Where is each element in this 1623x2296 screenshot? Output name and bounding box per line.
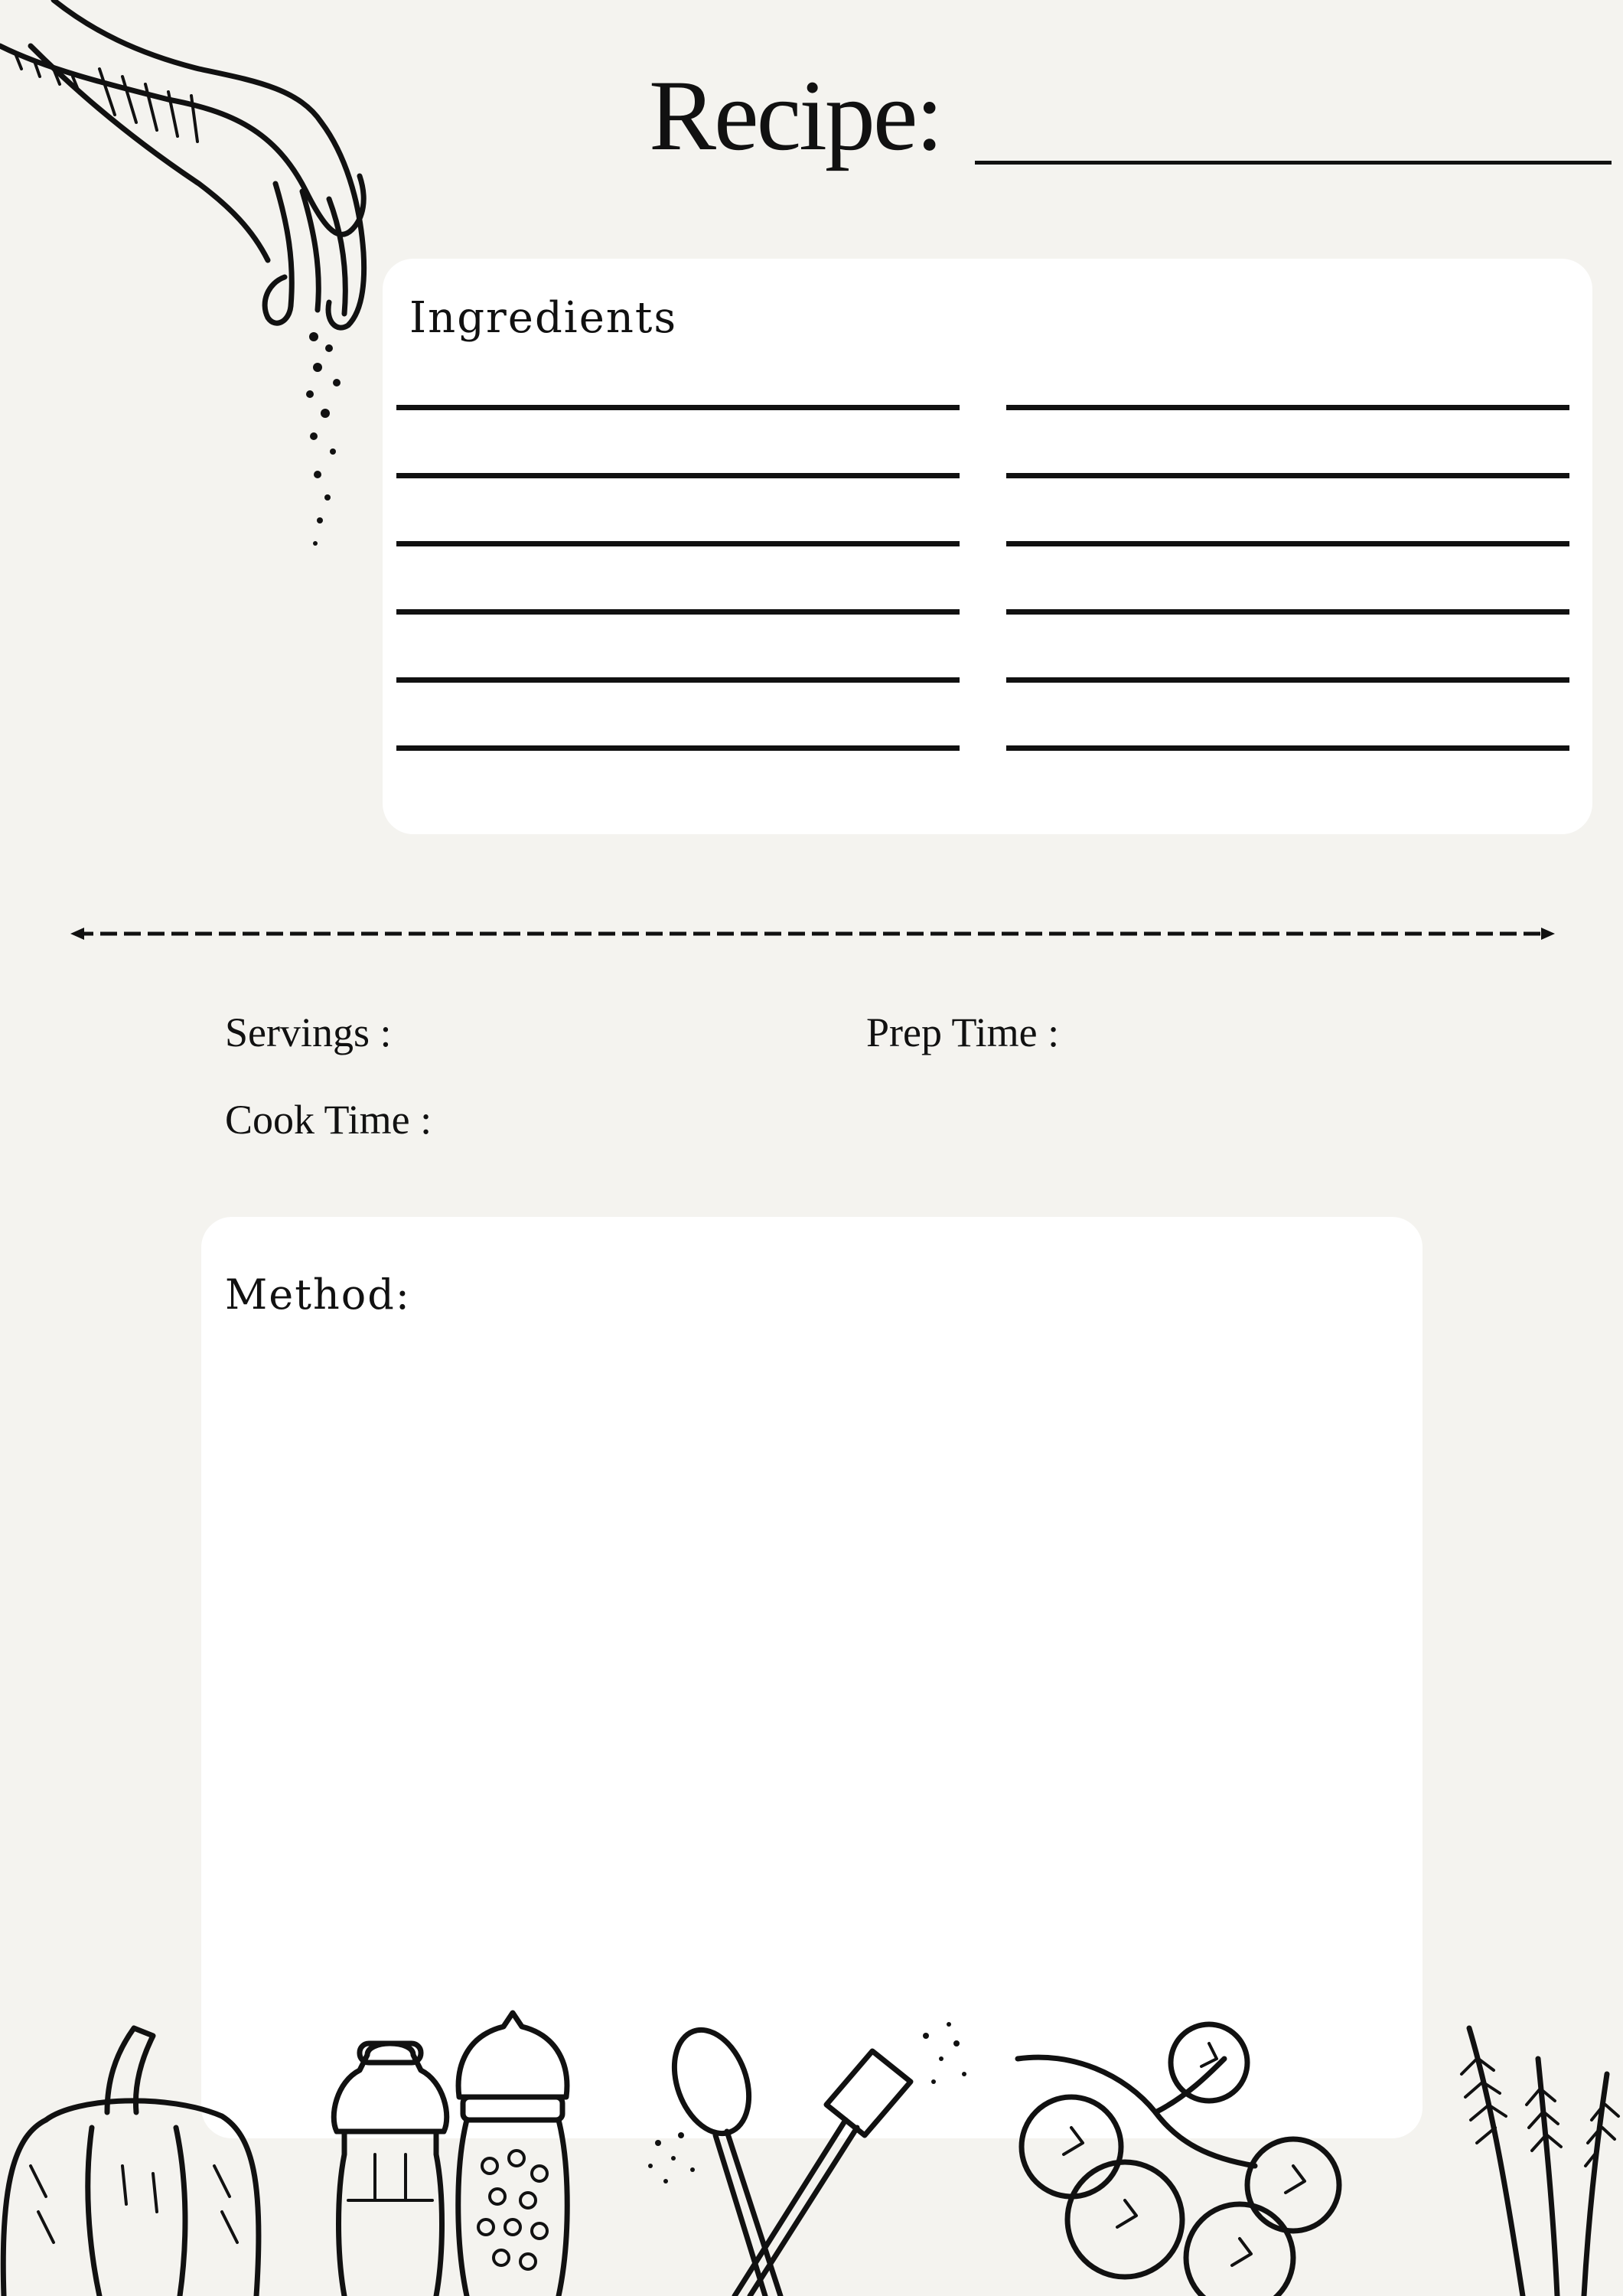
- servings-label: Servings :: [225, 1009, 392, 1055]
- ingredient-line[interactable]: [1006, 473, 1569, 478]
- ingredient-line[interactable]: [396, 405, 960, 410]
- recipe-name-line[interactable]: [975, 161, 1612, 165]
- prep-time-label: Prep Time :: [866, 1009, 1060, 1055]
- ingredient-line[interactable]: [1006, 677, 1569, 683]
- wheat-icon: [1423, 2013, 1623, 2296]
- ingredient-line[interactable]: [1006, 541, 1569, 546]
- ingredients-label: Ingredients: [409, 293, 678, 343]
- page-title: Recipe:: [649, 59, 942, 171]
- ingredient-line[interactable]: [396, 473, 960, 478]
- tomato-vine-icon: [1010, 2013, 1370, 2296]
- method-label: Method:: [225, 1270, 411, 1319]
- cook-time-label: Cook Time :: [225, 1097, 432, 1143]
- dashed-arrow-divider: [70, 925, 1555, 943]
- ingredient-line[interactable]: [396, 609, 960, 615]
- bell-pepper-icon: [0, 2013, 268, 2296]
- ingredient-line[interactable]: [396, 541, 960, 546]
- ingredient-line[interactable]: [1006, 405, 1569, 410]
- ingredient-line[interactable]: [396, 677, 960, 683]
- hand-sprinkling-salt-icon: [0, 0, 383, 551]
- spoon-and-spatula-icon: [635, 2013, 987, 2296]
- pepper-grinder-icon: [451, 2013, 574, 2296]
- method-card[interactable]: [201, 1217, 1423, 2138]
- salt-shaker-icon: [329, 2040, 451, 2296]
- ingredient-line[interactable]: [396, 745, 960, 751]
- ingredient-line[interactable]: [1006, 745, 1569, 751]
- ingredient-line[interactable]: [1006, 609, 1569, 615]
